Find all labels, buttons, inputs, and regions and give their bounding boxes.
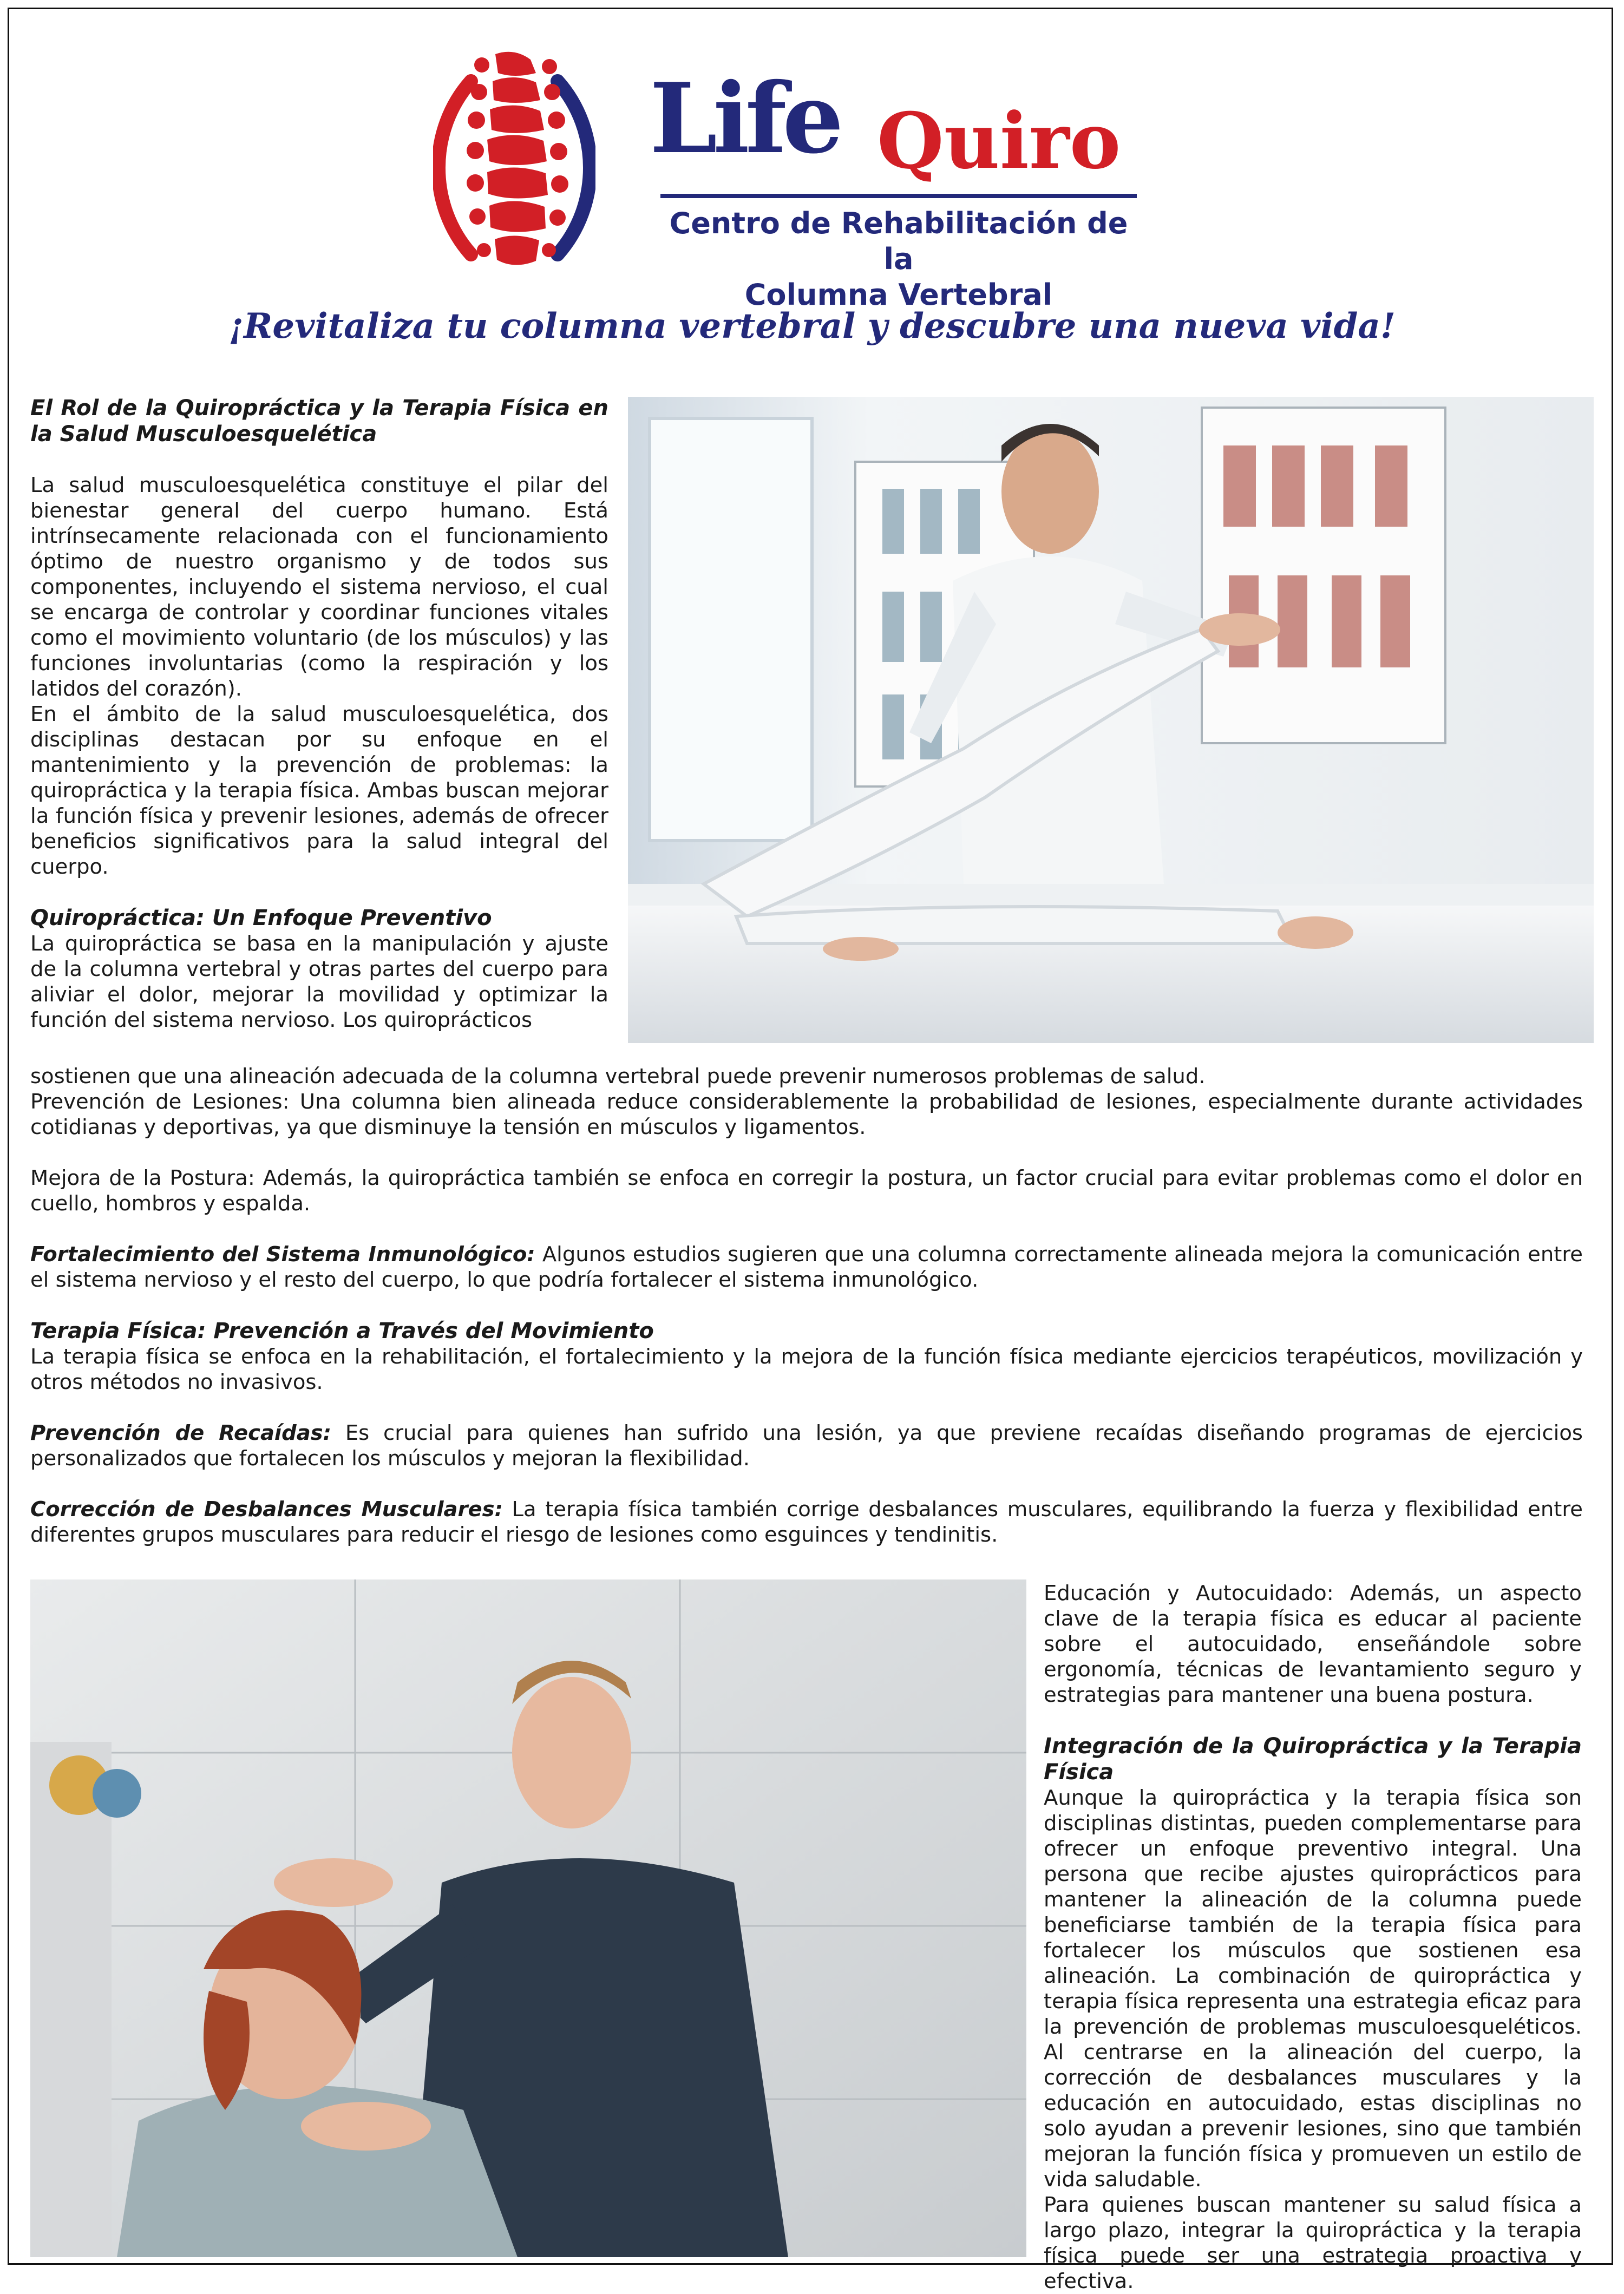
imbalance-text: La terapia física también corrige desbalances musculares, equilibrando la fuerza y flexibilidad entre diferentes grupos musculares para reducir el riesgo de lesiones como esguinces y tendinitis. [30,1497,1583,1547]
integration-paragraph-2: Para quienes buscan mantener su salud física a largo plazo, integrar la quiropráctica y la terapia física puede ser una estrategia proactiva y efectiva. [1044,2193,1582,2293]
brand-subtitle [666,206,1131,313]
brand-underline [660,194,1137,198]
slogan: ¡Revitaliza tu columna vertebral y descubre una nueva vida! [228,306,1396,346]
posture-paragraph: Mejora de la Postura: Además, la quiropráctica también se enfoca en corregir la postura, un factor crucial para evitar problemas como el dolor en cuello, hombros y espalda. [30,1166,1583,1216]
relapse-label: Prevención de Recaídas: [30,1421,331,1445]
immune-label: Fortalecimiento del Sistema Inmunológico: [30,1242,535,1267]
physio-paragraph: La terapia física se enfoca en la rehabilitación, el fortalecimiento y la mejora de la función física mediante ejercicios terapéuticos, movilización y otros métodos no invasivos. [30,1345,1583,1394]
immune-paragraph [30,1242,1583,1293]
relapse-paragraph [30,1420,1583,1471]
imbalance-label: Corrección de Desbalances Musculares: [30,1497,503,1522]
chiropractic-session-photo [628,397,1594,1043]
full-width-column [30,1064,1583,1548]
chiro-heading: Quiropráctica: Un Enfoque Preventivo [30,906,492,930]
brand-block [650,62,1137,312]
immune-text: Algunos estudios sugieren que una columna correctamente alineada mejora la comunicación entre el sistema nervioso y el resto del cuerpo, lo que podría fortalecer el sistema inmunológico. [30,1242,1583,1292]
brand-name-life: Life [650,62,840,175]
chiro-paragraph-start: La quiropráctica se basa en la manipulación y ajuste de la columna vertebral y otras partes del cuerpo para aliviar el dolor, mejorar la movilidad y optimizar la función del sistema nervioso. Los quiroprácticos [30,932,608,1032]
integration-column [1044,1581,1582,2294]
physiotherapy-session-photo [30,1579,1026,2257]
spine-logo-icon [433,49,595,276]
brand-subtitle-line1: Centro de Rehabilitación de la [669,206,1128,276]
intro-column [30,395,608,1033]
physio-heading: Terapia Física: Prevención a Través del Movimiento [30,1319,654,1343]
imbalance-paragraph [30,1497,1583,1548]
intro-heading: El Rol de la Quiropráctica y la Terapia Física en la Salud Musculoesquelética [30,396,608,447]
intro-paragraph-2: En el ámbito de la salud musculoesquelética, dos disciplinas destacan por su enfoque en el mantenimiento y la prevención de problemas: la quiropráctica y la terapia física. Ambas buscan mejorar la función física y prevenir lesiones, además de ofrecer beneficios significativos para la salud integral del cuerpo. [30,702,608,879]
integration-heading: Integración de la Quiropráctica y la Terapia Física [1044,1734,1582,1785]
brand-subtitle-line2: Columna Vertebral [744,278,1053,312]
relapse-text: Es crucial para quienes han sufrido una lesión, ya que previene recaídas diseñando programas de ejercicios personalizados que fortalecen los músculos y mejoran la flexibilidad. [30,1421,1583,1471]
brand-name-quiro: Quiro [877,96,1121,186]
chiro-paragraph-end: sostienen que una alineación adecuada de la columna vertebral puede prevenir numerosos problemas de salud. [30,1064,1206,1089]
integration-paragraph-1: Aunque la quiropráctica y la terapia física son disciplinas distintas, pueden complementarse para ofrecer un enfoque preventivo integral. Una persona que recibe ajustes quiroprácticos para mantener la alineación de la columna puede beneficiarse también de la terapia física para fortalecer los músculos que sostienen esa alineación. La combinación de quiropráctica y terapia física representa una estrategia eficaz para la prevención de problemas musculoesqueléticos. Al centrarse en la alineación del cuerpo, la corrección de desbalances musculares y la educación en autocuidado, estas disciplinas no solo ayudan a prevenir lesiones, sino que también mejoran la función física y promueven un estilo de vida saludable. [1044,1786,1582,2192]
education-paragraph: Educación y Autocuidado: Además, un aspecto clave de la terapia física es educar al paciente sobre el autocuidado, enseñándole sobre ergonomía, técnicas de levantamiento seguro y estrategias para mantener una buena postura. [1044,1581,1582,1707]
injury-prevention-paragraph: Prevención de Lesiones: Una columna bien alineada reduce considerablemente la probabilidad de lesiones, especialmente durante actividades cotidianas y deportivas, ya que disminuye la tensión en músculos y ligamentos. [30,1090,1583,1139]
intro-paragraph-1: La salud musculoesquelética constituye el pilar del bienestar general del cuerpo humano. Está intrínsecamente relacionada con el funcionamiento óptimo de nuestro organismo y de todos sus componentes, incluyendo el sistema nervioso, el cual se encarga de controlar y coordinar funciones vitales como el movimiento voluntario (de los músculos) y las funciones involuntarias (como la respiración y los latidos del corazón). [30,473,608,701]
